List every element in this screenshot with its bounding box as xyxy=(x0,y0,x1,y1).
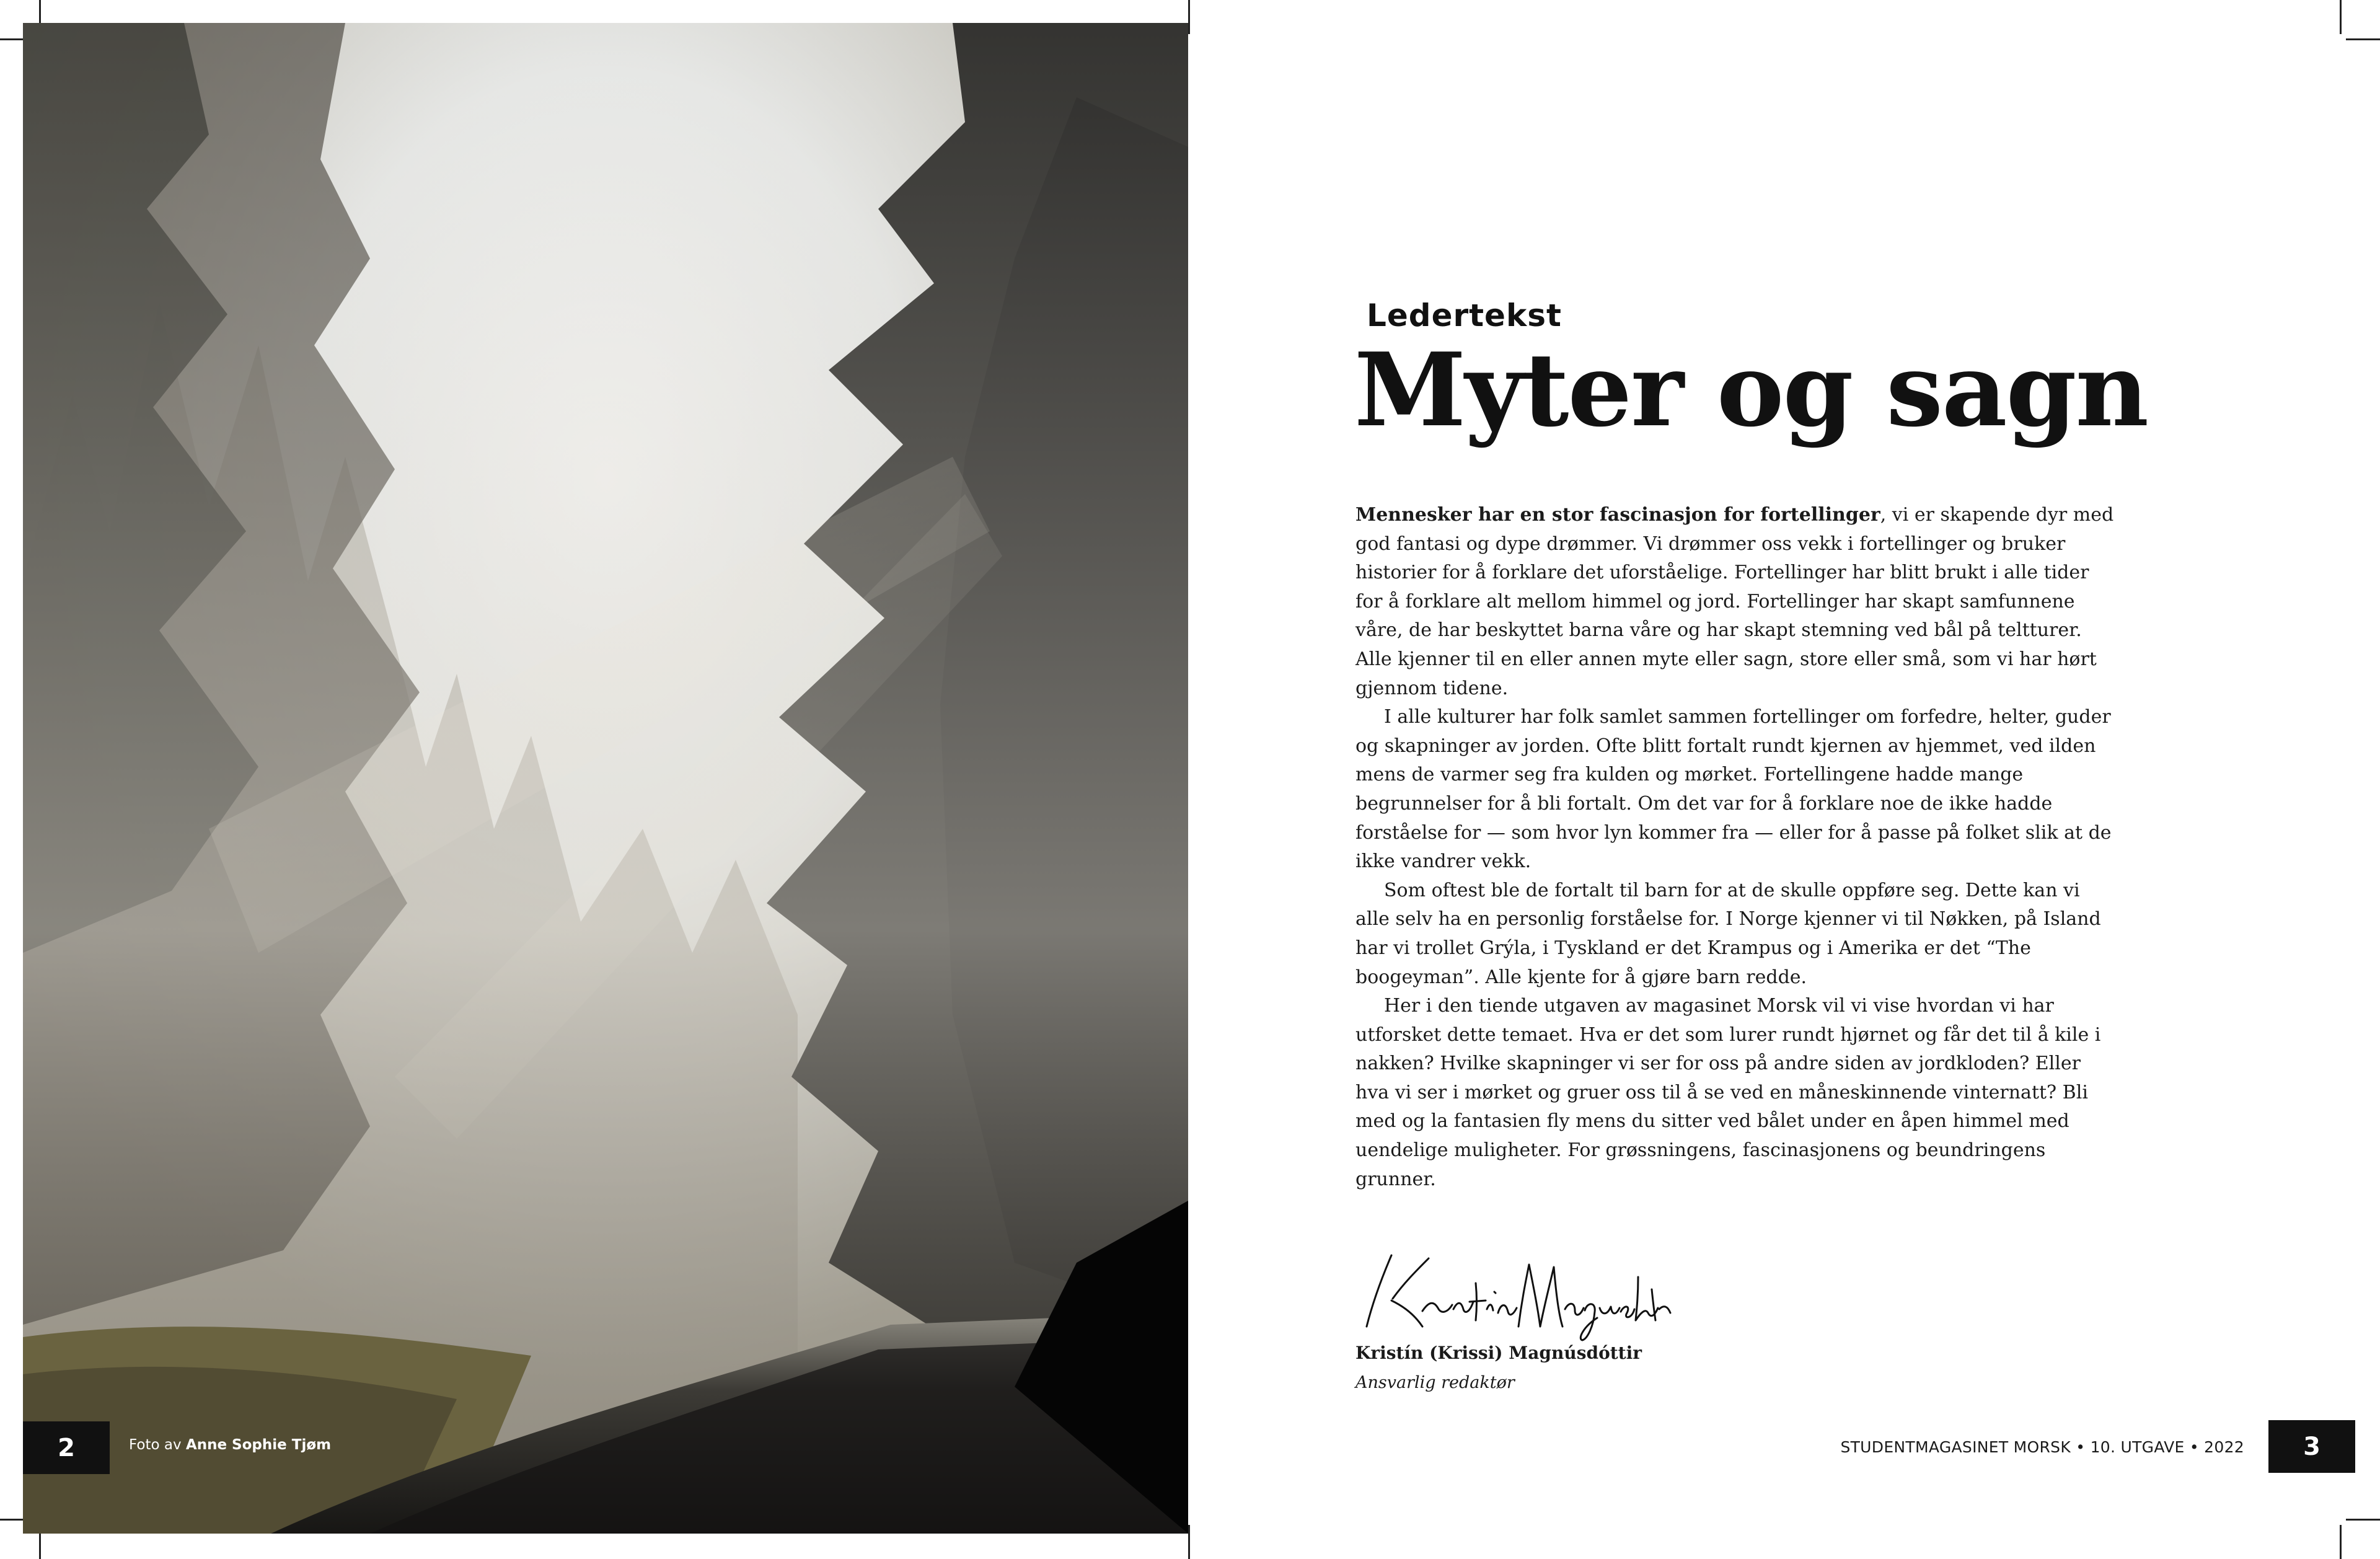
photo-credit xyxy=(129,1437,331,1453)
paragraph-1 xyxy=(1355,501,2117,703)
author-role: Ansvarlig redaktør xyxy=(1355,1373,1515,1392)
paragraph-3: Som oftest ble de fortalt til barn for at de skulle oppføre seg. Dette kan vi alle selv ha en personlig forståelse for. I Norge kjenner vi til Nøkken, på Island har vi trollet Grýla, i Tyskland er det Krampus og i Amerika er det “The boogeyman”. Alle kjente for å gjøre barn redde. xyxy=(1355,879,2101,988)
lead-in: Mennesker har en stor fascinasjon for fortellinger xyxy=(1355,504,1880,526)
crop-mark xyxy=(2340,0,2342,34)
page-number-left: 2 xyxy=(23,1421,110,1474)
article-body xyxy=(1355,501,2117,1194)
section-kicker: Ledertekst xyxy=(1367,298,1562,333)
author-name: Kristín (Krissi) Magnúsdóttir xyxy=(1355,1343,1642,1363)
page-number-right: 3 xyxy=(2268,1420,2355,1473)
paragraph-4: Her i den tiende utgaven av magasinet Morsk vil vi vise hvordan vi har utforsket dette temaet. Hva er det som lurer rundt hjørnet og får det til å kile i nakken? Hvilke skapninger vi ser for oss på andre siden av jordkloden? Eller hva vi ser i mørket og gruer oss til å se ved en måneskinnende vinternatt? Bli med og la fantasien fly mens du sitter ved bålet under en åpen himmel med uendelige muligheter. For grøssningens, fascinasjonens og beundringens grunner. xyxy=(1355,995,2101,1190)
page-title: Myter og sagn xyxy=(1354,331,2148,449)
handwritten-signature xyxy=(1354,1240,1677,1345)
photo-credit-prefix: Foto av xyxy=(129,1437,182,1453)
photo-credit-name: Anne Sophie Tjøm xyxy=(185,1437,332,1453)
crop-mark xyxy=(2346,38,2380,40)
crop-mark xyxy=(1188,0,1190,34)
paragraph-1-text: , vi er skapende dyr med god fantasi og dype drømmer. Vi drømmer oss vekk i fortellinger og bruker historier for å forklare det uforståelige. Fortellinger har blitt brukt i alle tider for å forklare alt mellom himmel og jord. Fortellinger har skapt samfunnene våre, de har beskyttet barna våre og har skapt stemning ved bål på teltturer. Alle kjenner til en eller annen myte eller sagn, store eller små, som vi har hørt gjennom tidene. xyxy=(1355,504,2114,699)
magazine-footer: STUDENTMAGASINET MORSK • 10. UTGAVE • 2022 xyxy=(1840,1438,2244,1456)
forest-photo xyxy=(23,23,1188,1534)
crop-mark xyxy=(2340,1525,2342,1559)
crop-mark xyxy=(1188,1525,1190,1559)
paragraph-2: I alle kulturer har folk samlet sammen fortellinger om forfedre, helter, guder og skapninger av jorden. Ofte blitt fortalt rundt kjernen av hjemmet, ved ilden mens de varmer seg fra kulden og mørket. Fortellingene hadde mange begrunnelser for å bli fortalt. Om det var for å forklare noe de ikke hadde forståelse for — som hvor lyn kommer fra — eller for å passe på folket slik at de ikke vandrer vekk. xyxy=(1355,706,2112,873)
crop-mark xyxy=(2346,1519,2380,1521)
